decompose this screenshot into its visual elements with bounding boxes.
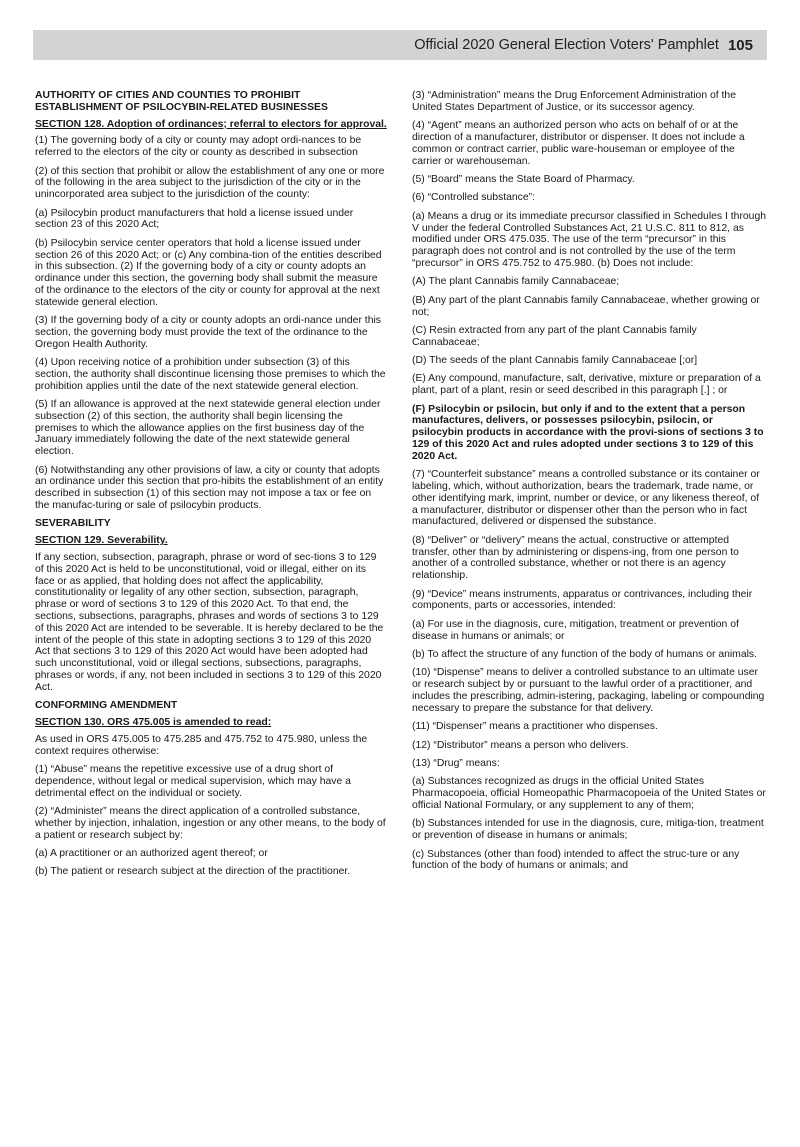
- paragraph: (a) Substances recognized as drugs in the official United States Pharmacopoeia, official Homeopathic Pharmacopoeia of the United States or official National Formulary, or any supplement to any of them;: [412, 776, 766, 811]
- paragraph: (13) “Drug” means:: [412, 757, 500, 769]
- paragraph: (9) “Device” means instruments, apparatus or contrivances, including their components, parts or accessories, intended:: [412, 588, 753, 612]
- left-column: [35, 90, 387, 885]
- section-title: SECTION 129. Severability.: [35, 535, 168, 547]
- paragraph: (6) “Controlled substance”:: [412, 192, 536, 204]
- paragraph: (c) Substances (other than food) intended to affect the struc-ture or any function of the body of humans or animals; and: [412, 848, 740, 872]
- paragraph: If any section, subsection, paragraph, phrase or word of sec-tions 3 to 129 of this 2020 Act is held to be unconstitutional, void or illegal, either on its face or as applied, that holding does not affect the applicability, constitutionality or legality of any other section, subsection, paragraph, phrase or word of sections 3 to 129 of this 2020 Act. To that end, the sections, subsections, paragraphs, phrases and words of sections 3 to 129 of this 2020 Act are intended to be severable. It is hereby declared to be the intent of the people of this state in adopting sections 3 to 129 of this 2020 Act that sections 3 to 129 of this 2020 Act would have been adopted had such unconstitutional, void or illegal sections, subsections, paragraphs, phrases or words, if any, not been included in sections 3 to 129 of this 2020 Act.: [35, 552, 384, 693]
- paragraph: (2) of this section that prohibit or allow the establishment of any one or more of the following in the area subject to the jurisdiction of the city or in the unincorporated area subject to the jurisdiction of the county:: [35, 165, 385, 201]
- paragraph: (6) Notwithstanding any other provisions of law, a city or county that adopts an ordinance under this section that pro-hibits the establishment of an entity described in subsection (1) of this section may not impose a tax or fee on the manufac-turing or sale of psilocybin products.: [35, 464, 384, 512]
- page-number: 105: [727, 36, 753, 54]
- paragraph: (11) “Dispenser” means a practitioner who dispenses.: [412, 721, 658, 733]
- paragraph: (a) A practitioner or an authorized agent thereof; or: [35, 847, 268, 859]
- paragraph: (B) Any part of the plant Cannabis family Cannabaceae, whether growing or not;: [412, 294, 760, 318]
- paragraph: (3) If the governing body of a city or county adopts an ordi-nance under this section, the governing body must provide the text of the ordinance to the Oregon Health Authority.: [35, 315, 381, 350]
- paragraph: (F) Psilocybin or psilocin, but only if and to the extent that a person manufactures, delivers, or possesses psilocybin, psilocin, or psilocybin products in accordance with the provi-sions of sections 3 to 129 of this 2020 Act and rules adopted under sections 3 to 129 of this 2020 Act.: [412, 403, 764, 462]
- paragraph: (8) “Deliver” or “delivery” means the actual, constructive or attempted transfer, other than by administering or dispens-ing, from one person to another of a controlled substance, whether or not there is an agency relationship.: [412, 534, 739, 582]
- paragraph: (a) Psilocybin product manufacturers that hold a license issued under section 23 of this 2020 Act;: [35, 207, 354, 231]
- paragraph: (1) “Abuse” means the repetitive excessive use of a drug short of dependence, without legal or medical supervision, which may have a detrimental effect on the individual or society.: [35, 763, 351, 799]
- paragraph: (5) If an allowance is approved at the next statewide general election under subsection (2) of this section, the authority shall begin licensing the premises to which the allowance applies on the first business day of the January immediately following the date of the next statewide general election.: [35, 399, 381, 458]
- paragraph: (7) “Counterfeit substance” means a controlled substance or its container or labeling, which, without authorization, bears the trademark, trade name, or other identifying mark, imprint, number or device, or any likeness thereof, of a manufacturer, distributor or dispenser other than the person who in fact manufactured, delivered or dispensed the substance.: [412, 469, 760, 528]
- paragraph: (b) To affect the structure of any function of the body of humans or animals.: [412, 648, 758, 660]
- right-column: [412, 90, 767, 879]
- section-heading: AUTHORITY OF CITIES AND COUNTIES TO PROHIBIT ESTABLISHMENT OF PSILOCYBIN-RELATED BUSINESSES: [35, 90, 328, 113]
- paragraph: (a) For use in the diagnosis, cure, mitigation, treatment or prevention of disease in humans or animals; or: [412, 618, 739, 642]
- section-title: SECTION 130. ORS 475.005 is amended to read:: [35, 717, 272, 728]
- paragraph: (b) Psilocybin service center operators that hold a license issued under section 26 of this 2020 Act; or (c) Any combina-tion of the entities described in this subsection. (2) If the governing body of a city or county adopts an ordinance under this section, the governing body shall submit the measure of the ordinance to the electors of the city or county for approval at the next statewide general election.: [35, 237, 382, 308]
- paragraph: (D) The seeds of the plant Cannabis family Cannabaceae [;or]: [412, 355, 698, 367]
- paragraph: (E) Any compound, manufacture, salt, derivative, mixture or preparation of a plant, part of a plant, resin or seed described in this paragraph [.] ; or: [412, 373, 761, 397]
- paragraph: (2) “Administer” means the direct application of a controlled substance, whether by injection, inhalation, ingestion or any other means, to the body of a patient or research subject by:: [35, 805, 386, 841]
- paragraph: (C) Resin extracted from any part of the plant Cannabis family Cannabaceae;: [412, 324, 697, 348]
- paragraph: (b) Substances intended for use in the diagnosis, cure, mitiga-tion, treatment or prevention of disease in humans or animals;: [412, 818, 764, 842]
- paragraph: (1) The governing body of a city or county may adopt ordi-nances to be referred to the electors of the city or county as described in subsection: [35, 135, 362, 159]
- paragraph: As used in ORS 475.005 to 475.285 and 475.752 to 475.980, unless the context requires otherwise:: [35, 733, 368, 757]
- paragraph: (5) “Board” means the State Board of Pharmacy.: [412, 173, 635, 185]
- caption-heading: CONFORMING AMENDMENT: [35, 700, 178, 712]
- paragraph: (3) “Administration” means the Drug Enforcement Administration of the United States Department of Justice, or its successor agency.: [412, 90, 736, 113]
- section-title: SECTION 128. Adoption of ordinances; referral to electors for approval.: [35, 118, 387, 130]
- paragraph: (A) The plant Cannabis family Cannabaceae;: [412, 276, 620, 288]
- paragraph: (12) “Distributor” means a person who delivers.: [412, 739, 629, 751]
- paragraph: (4) “Agent” means an authorized person who acts on behalf of or at the direction of a manufacturer, distributor or dispenser. It does not include a common or contract carrier, public ware-houseman or employee of the carrier or warehouseman.: [412, 120, 745, 167]
- paragraph: (a) Means a drug or its immediate precursor classified in Schedules I through V under the federal Controlled Substances Act, 21 U.S.C. 811 to 812, as modified under ORS 475.035. The use of the term “precursor” in this paragraph does not control and is not controlled by the use of the term “precursor” in ORS 475.752 to 475.980. (b) Does not include:: [412, 210, 767, 269]
- paragraph: (b) The patient or research subject at the direction of the practitioner.: [35, 866, 351, 878]
- page-header: [33, 30, 767, 60]
- caption-heading: SEVERABILITY: [35, 518, 111, 530]
- paragraph: (4) Upon receiving notice of a prohibition under subsection (3) of this section, the authority shall discontinue licensing those premises to which the prohibition applies until the date of the next statewide general election.: [35, 357, 386, 392]
- pamphlet-title: Official 2020 General Election Voters' Pamphlet: [414, 37, 719, 53]
- paragraph: (10) “Dispense” means to deliver a controlled substance to an ultimate user or research subject by or pursuant to the lawful order of a practitioner, and includes the prescribing, admin-istering, packaging, labeling or compounding necessary to prepare the substance for that delivery.: [412, 667, 765, 714]
